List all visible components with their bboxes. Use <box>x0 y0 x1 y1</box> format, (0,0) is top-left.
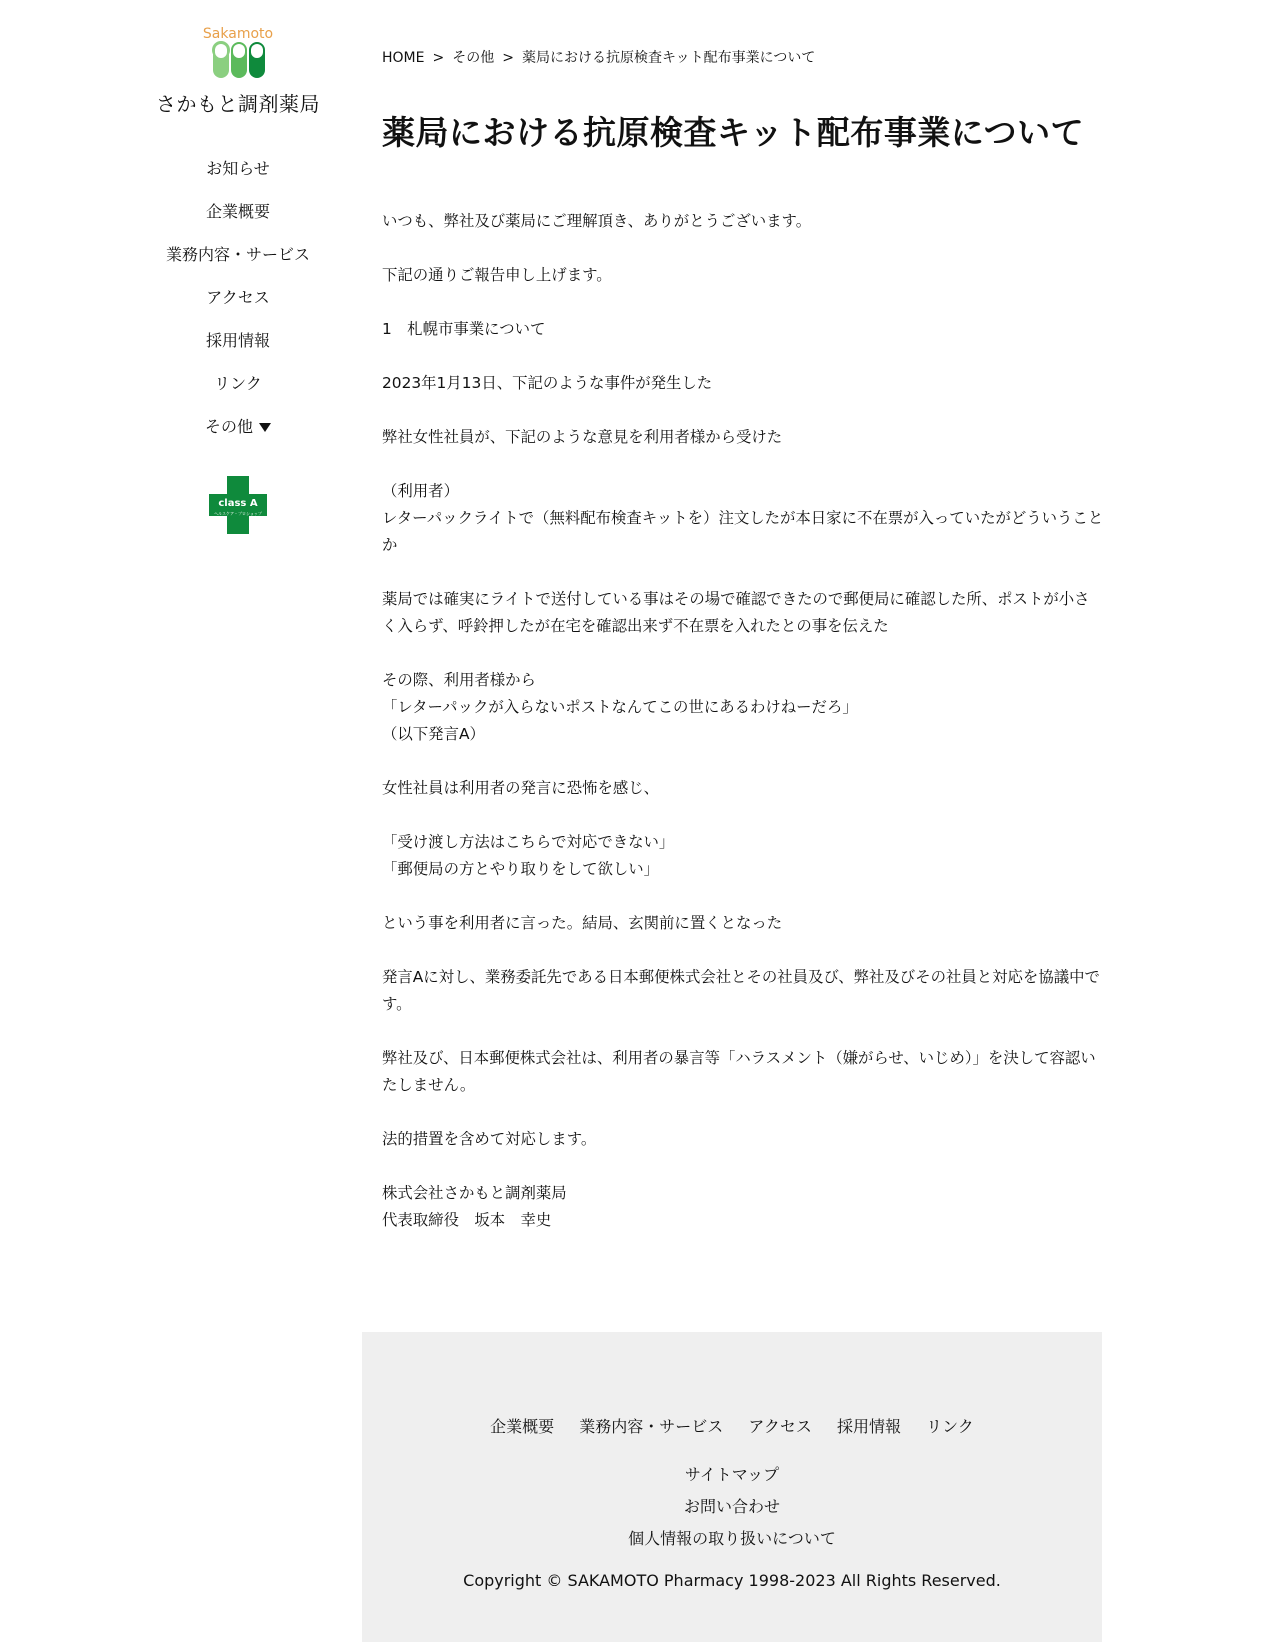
article-paragraph: 法的措置を含めて対応します。 <box>382 1130 597 1148</box>
sakamoto-logo[interactable] <box>198 24 278 80</box>
footer-link-links[interactable]: リンク <box>926 1417 974 1436</box>
page-title: 薬局における抗原検査キット配布事業について <box>382 113 1085 152</box>
sidebar-item-recruit[interactable]: 採用情報 <box>205 331 270 350</box>
footer-link-recruit[interactable]: 採用情報 <box>837 1417 902 1436</box>
breadcrumb-separator: > <box>502 50 514 66</box>
article-paragraph: 1 札幌市事業について <box>382 320 546 338</box>
sidebar-item-links[interactable]: リンク <box>214 374 262 393</box>
breadcrumb-other[interactable]: その他 <box>452 50 495 66</box>
footer-sub-links <box>362 1459 1102 1555</box>
sidebar <box>140 24 336 534</box>
badge-subtext: ヘルスケア・プロショップ <box>214 511 262 516</box>
sidebar-nav <box>140 147 336 448</box>
sidebar-item-other[interactable] <box>140 405 336 448</box>
footer-links <box>362 1414 1102 1437</box>
breadcrumb <box>382 47 1104 67</box>
article-paragraph: 「受け渡し方法はこちらで対応できない」 「郵便局の方とやり取りをして欲しい」 <box>382 833 675 878</box>
article-paragraph: 弊社及び、日本郵便株式会社は、利用者の暴言等「ハラスメント（嫌がらせ、いじめ）」を決して容認いたしません。 <box>382 1049 1096 1094</box>
article-paragraph: 弊社女性社員が、下記のような意見を利用者様から受けた <box>382 428 783 446</box>
sidebar-item-company[interactable]: 企業概要 <box>205 202 270 221</box>
article-paragraph: 女性社員は利用者の発言に恐怖を感じ、 <box>382 779 660 797</box>
footer-link-access[interactable]: アクセス <box>748 1417 812 1436</box>
breadcrumb-home[interactable]: HOME <box>382 50 425 66</box>
badge-text: class A <box>218 498 258 509</box>
class-a-badge[interactable] <box>209 476 267 534</box>
article-paragraph: 下記の通りご報告申し上げます。 <box>382 266 612 284</box>
footer-link-company[interactable]: 企業概要 <box>490 1417 555 1436</box>
sidebar-item-news[interactable]: お知らせ <box>206 159 270 178</box>
caret-down-icon <box>259 423 271 432</box>
breadcrumb-separator: > <box>432 50 445 66</box>
article-paragraph: 2023年1月13日、下記のような事件が発生した <box>382 374 713 392</box>
main-content <box>382 47 1104 1261</box>
article-paragraph: 薬局では確実にライトで送付している事はその場で確認できたので郵便局に確認した所、ポストが小さく入らず、呼鈴押したが在宅を確認出来ず不在票を入れたとの事を伝えた <box>382 590 1090 635</box>
footer-link-privacy[interactable]: 個人情報の取り扱いについて <box>628 1529 836 1548</box>
sidebar-item-access[interactable]: アクセス <box>206 288 270 307</box>
footer <box>362 1332 1102 1642</box>
footer-link-services[interactable]: 業務内容・サービス <box>579 1417 724 1436</box>
sidebar-item-other-label: その他 <box>204 417 253 436</box>
article-paragraph: という事を利用者に言った。結局、玄関前に置くとなった <box>382 914 783 932</box>
footer-link-sitemap[interactable]: サイトマップ <box>684 1465 780 1484</box>
footer-link-contact[interactable]: お問い合わせ <box>683 1497 780 1516</box>
article-paragraph: いつも、弊社及び薬局にご理解頂き、ありがとうございます。 <box>382 212 812 230</box>
copyright: Copyright © SAKAMOTO Pharmacy 1998-2023 All Rights Reserved. <box>463 1571 1001 1590</box>
logo-text: Sakamoto <box>202 26 274 42</box>
article-paragraph: 発言Aに対し、業務委託先である日本郵便株式会社とその社員及び、弊社及びその社員と対応を協議中です。 <box>382 968 1100 1013</box>
article-paragraph: （利用者） レターパックライトで（無料配布検査キットを）注文したが本日家に不在票が入っていたがどういうことか <box>382 482 1104 554</box>
sidebar-item-services[interactable]: 業務内容・サービス <box>165 245 310 264</box>
article-paragraph: 株式会社さかもと調剤薬局 代表取締役 坂本 幸史 <box>382 1184 567 1229</box>
brand-name[interactable]: さかもと調剤薬局 <box>156 92 320 116</box>
breadcrumb-current: 薬局における抗原検査キット配布事業について <box>521 50 816 66</box>
article-body <box>382 208 1104 1234</box>
article-paragraph: その際、利用者様から 「レターパックが入らないポストなんてこの世にあるわけねーだろ」 （以下発言A） <box>382 671 858 743</box>
